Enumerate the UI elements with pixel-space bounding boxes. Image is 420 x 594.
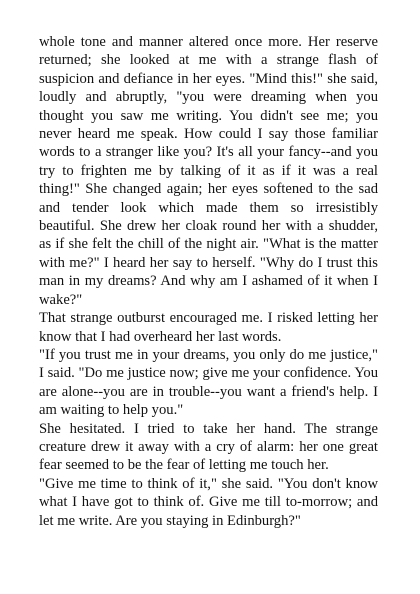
paragraph: "Give me time to think of it," she said. "You don't know what I have got to think of. Give me till to-morrow; and let me write. Are you staying in Edinburgh?" [39,475,378,529]
paragraph: She hesitated. I tried to take her hand. The strange creature drew it away with a cry of alarm: her one great fear seemed to be the fear of letting me touch her. [39,420,378,474]
body-text [39,33,378,530]
paragraph: "If you trust me in your dreams, you only do me justice," I said. "Do me justice now; give me your confidence. You are alone--you are in trouble--you want a friend's help. I am waiting to help you." [39,346,378,419]
paragraph: That strange outburst encouraged me. I risked letting her know that I had overheard her last words. [39,310,378,345]
paragraph: whole tone and manner altered once more. Her reserve returned; she looked at me with a strange flash of suspicion and defiance in her eyes. "Mind this!" she said, loudly and abruptly, "you were dreaming when you thought you saw me writing. You didn't see me; you never heard me speak. How could I say those familiar words to a stranger like you? It's all your fancy--and you try to frighten me by talking of it as if it was a real thing!" She changed again; her eyes softened to the sad and tender look which made them so irresistibly beautiful. She drew her cloak round her with a shudder, as if she felt the chill of the night air. "What is the matter with me?" I heard her say to herself. "Why do I trust this man in my dreams? And why am I ashamed of it when I wake?" [39,34,378,308]
